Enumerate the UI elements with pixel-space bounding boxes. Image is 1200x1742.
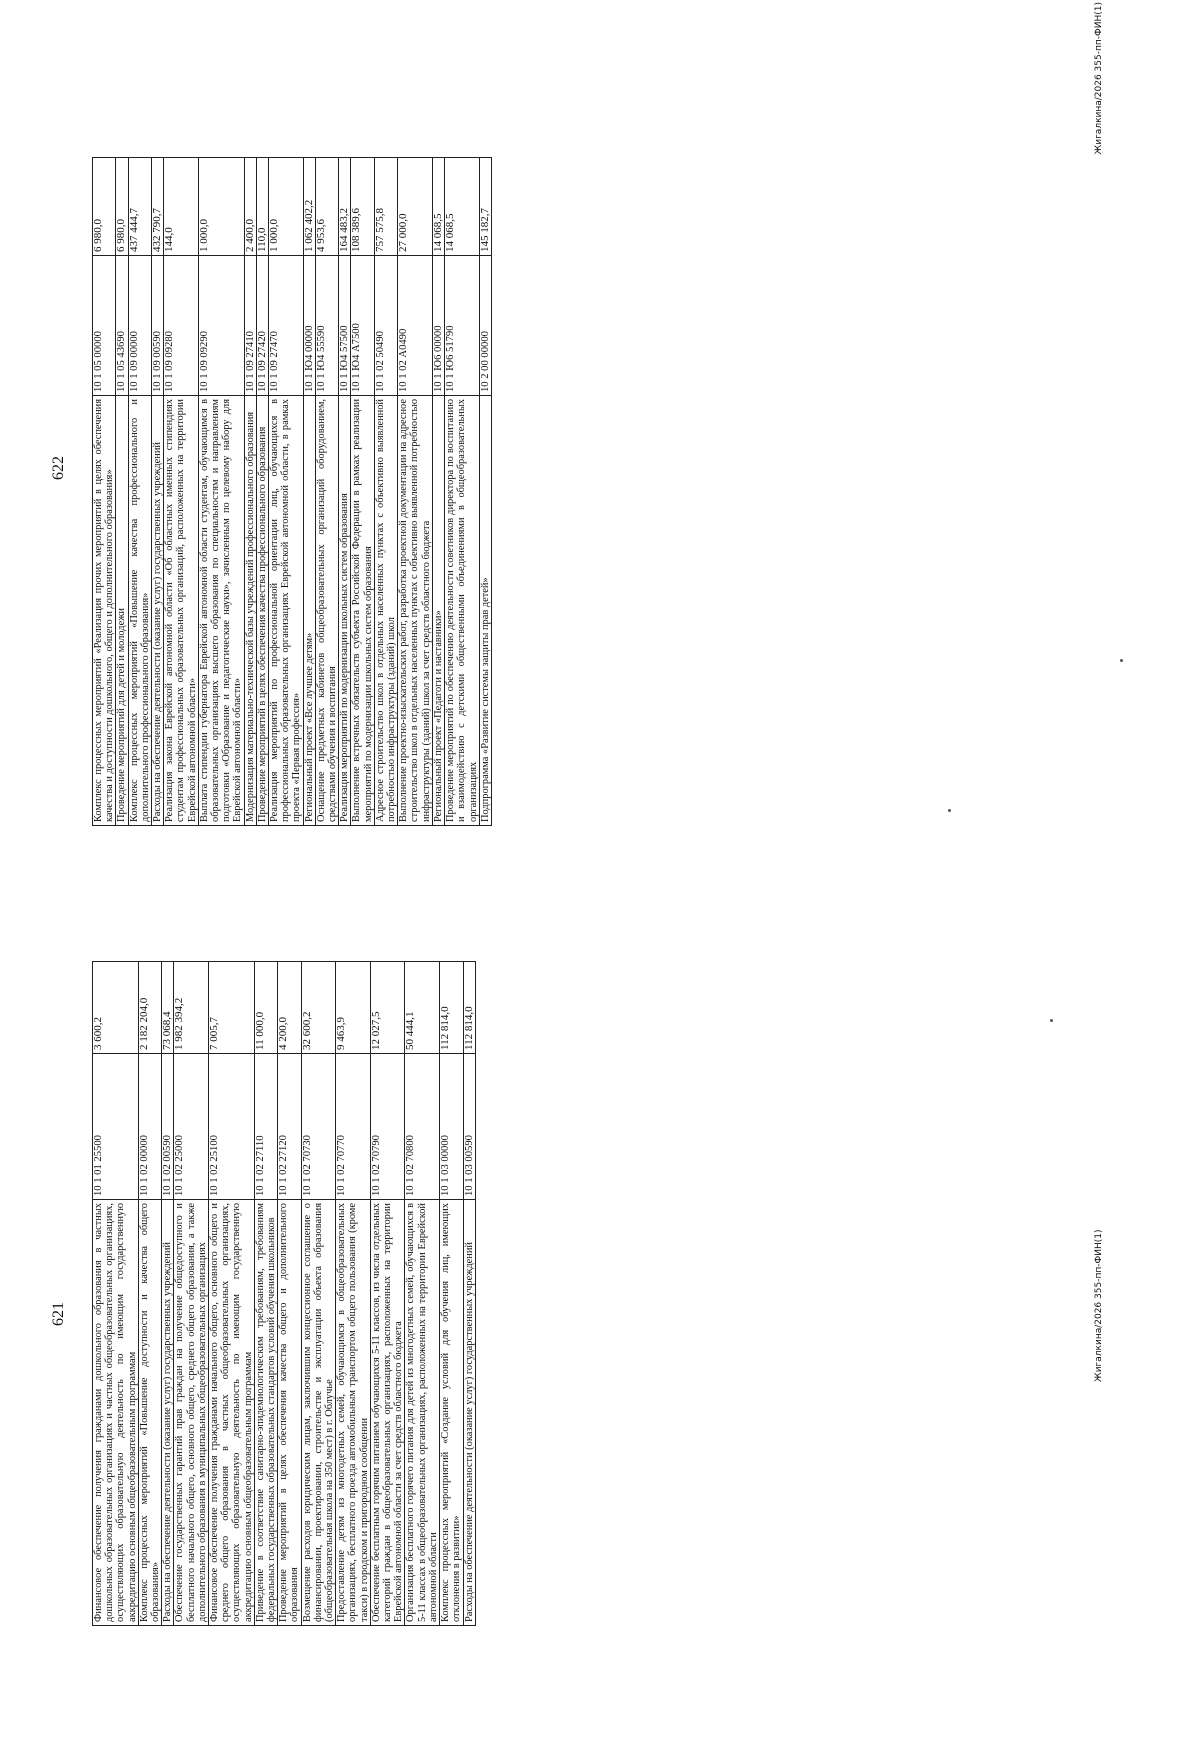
row-amount-cell: 14 068,5 xyxy=(445,158,480,256)
row-code-cell: 10 1 05 43690 xyxy=(116,256,128,396)
row-amount-cell: 110,0 xyxy=(256,158,268,256)
row-amount-cell: 1 000,0 xyxy=(198,158,244,256)
table-row xyxy=(93,962,139,1626)
row-amount-cell: 112 814,0 xyxy=(440,962,463,1054)
row-code-cell: 10 1 02 27120 xyxy=(278,1054,301,1200)
row-name-cell: Финансовое обеспечение получения гражданами дошкольного образования в частных дошкольных образовательных организациях и частных общеобразовательных организациях, осуществляющих образовательную деятельность по имеющим государственную аккредитацию основным общеобразовательным программам xyxy=(93,1200,139,1626)
row-name-cell: Выполнение проектно-изыскательских работ, разработка проектной документации на адресное строительство школ в отдельных населенных пунктах с объективно выявленной потребностью инфраструктуры (зданий) школ за счет средств областного бюджета xyxy=(398,396,433,826)
table-row xyxy=(256,158,268,826)
row-code-cell: 10 1 02 А0490 xyxy=(398,256,433,396)
table-row xyxy=(278,962,301,1626)
row-amount-cell: 108 389,6 xyxy=(351,158,374,256)
table-row xyxy=(315,158,338,826)
row-name-cell: Реализация закона Еврейской автономной области «Об областных именных стипендиях студентам профессиональных образовательных организаций, расположенных на территории Еврейской автономной области» xyxy=(164,396,199,826)
row-name-cell: Проведение мероприятий в целях обеспечения качества общего и дополнительного образования xyxy=(278,1200,301,1626)
table-row xyxy=(138,962,161,1626)
page-footer: Жигалкина/2026 355-пп-ФИН(1) xyxy=(1094,2,1104,155)
row-name-cell: Выплата стипендии губернатора Еврейской автономной области студентам, обучающимся в образовательных организациях высшего образования по специальностям и направлениям подготовки «Образование и педагогические науки», зачисленным по целевому набору для Еврейской автономной области» xyxy=(198,396,244,826)
row-name-cell: Региональный проект «Все лучшее детям» xyxy=(303,396,315,826)
row-amount-cell: 32 600,2 xyxy=(301,962,336,1054)
row-code-cell: 10 1 02 00000 xyxy=(138,1054,161,1200)
row-code-cell: 10 1 02 70770 xyxy=(336,1054,371,1200)
table-row xyxy=(336,962,371,1626)
row-amount-cell: 6 980,0 xyxy=(93,158,116,256)
table-row xyxy=(152,158,164,826)
row-name-cell: Расходы на обеспечение деятельности (оказание услуг) государственных учреждений xyxy=(463,1200,475,1626)
row-amount-cell: 4 200,0 xyxy=(278,962,301,1054)
page-number: 622 xyxy=(50,456,67,480)
row-amount-cell: 7 005,7 xyxy=(209,962,255,1054)
row-name-cell: Комплекс процессных мероприятий «Создание условий для обучения лиц, имеющих отклонения в развитии» xyxy=(440,1200,463,1626)
row-code-cell: 10 2 00 00000 xyxy=(479,256,491,396)
row-code-cell: 10 1 02 70800 xyxy=(405,1054,440,1200)
row-amount-cell: 1 982 394,2 xyxy=(174,962,209,1054)
row-code-cell: 10 1 02 50490 xyxy=(374,256,397,396)
table-row xyxy=(351,158,374,826)
row-name-cell: Модернизация материально-технической базы учреждений профессионального образования xyxy=(244,396,256,826)
row-code-cell: 10 1 09 00590 xyxy=(152,256,164,396)
row-amount-cell: 6 980,0 xyxy=(116,158,128,256)
row-amount-cell: 164 483,2 xyxy=(339,158,351,256)
table-row xyxy=(244,158,256,826)
row-name-cell: Приведение в соответствие санитарно-эпидемиологическим требованиям, требованиям федеральных государственных образовательных стандартов условий обучения школьников xyxy=(254,1200,277,1626)
row-amount-cell: 12 027,5 xyxy=(370,962,405,1054)
row-name-cell: Организация бесплатного горячего питания для детей из многодетных семей, обучающихся в 5-11 классах в общеобразовательных организациях, расположенных на территории Еврейской автономной области xyxy=(405,1200,440,1626)
row-code-cell: 10 1 02 27110 xyxy=(254,1054,277,1200)
row-amount-cell: 11 000,0 xyxy=(254,962,277,1054)
row-code-cell: 10 1 Ю4 57500 xyxy=(339,256,351,396)
table-row xyxy=(398,158,433,826)
table-row xyxy=(339,158,351,826)
table-row xyxy=(463,962,475,1626)
row-amount-cell: 757 575,8 xyxy=(374,158,397,256)
row-amount-cell: 14 068,5 xyxy=(432,158,444,256)
row-name-cell: Оснащение предметных кабинетов общеобразовательных организаций оборудованием, средствами обучения и воспитания xyxy=(315,396,338,826)
row-name-cell: Проведение мероприятий по обеспечению деятельности советников директора по воспитанию и взаимодействию с детскими общественными объединениями в общеобразовательных организациях xyxy=(445,396,480,826)
scan-speck xyxy=(1120,659,1123,662)
row-name-cell: Финансовое обеспечение получения гражданами начального общего, основного общего и среднего общего образования в частных общеобразовательных организациях, осуществляющих образовательную деятельность по имеющим государственную аккредитацию основным общеобразовательным программам xyxy=(209,1200,255,1626)
table-row xyxy=(432,158,444,826)
row-name-cell: Комплекс процессных мероприятий «Повышение качества профессионального и дополнительного профессионального образования» xyxy=(128,396,151,826)
table-row xyxy=(116,158,128,826)
row-code-cell: 10 1 Ю4 00000 xyxy=(303,256,315,396)
row-code-cell: 10 1 09 27420 xyxy=(256,256,268,396)
row-amount-cell: 4 953,6 xyxy=(315,158,338,256)
row-amount-cell: 9 463,9 xyxy=(336,962,371,1054)
row-code-cell: 10 1 03 00000 xyxy=(440,1054,463,1200)
row-amount-cell: 2 400,0 xyxy=(244,158,256,256)
table-row xyxy=(254,962,277,1626)
row-amount-cell: 2 182 204,0 xyxy=(138,962,161,1054)
page-number: 621 xyxy=(50,1302,67,1326)
table-row xyxy=(445,158,480,826)
table-row xyxy=(128,158,151,826)
row-name-cell: Возмещение расходов юридическим лицам, заключившим концессионное соглашение о финансировании, проектировании, строительстве и эксплуатации объекта образования (общеобразовательная школа на 350 мест) в г. Облучье xyxy=(301,1200,336,1626)
row-name-cell: Региональный проект «Педагоги и наставники» xyxy=(432,396,444,826)
row-name-cell: Проведение мероприятий в целях обеспечения качества профессионального образования xyxy=(256,396,268,826)
page-footer: Жигалкина/2026 355-пп-ФИН(1) xyxy=(1094,1229,1104,1382)
row-name-cell: Расходы на обеспечение деятельности (оказание услуг) государственных учреждений xyxy=(152,396,164,826)
row-name-cell: Выполнение встречных обязательств субъекта Российской Федерации в рамках реализации мероприятий по модернизации школьных систем образования xyxy=(351,396,374,826)
row-amount-cell: 145 182,7 xyxy=(479,158,491,256)
table-row xyxy=(303,158,315,826)
row-name-cell: Реализация мероприятий по профессиональной ориентации лиц, обучающихся в профессиональных образовательных организациях Еврейской автономной области, в рамках проекта «Первая профессия» xyxy=(269,396,304,826)
row-amount-cell: 73 068,4 xyxy=(162,962,174,1054)
row-name-cell: Обеспечение бесплатным горячим питанием обучающихся 5-11 классов, из числа отдельных категорий граждан в общеобразовательных организациях, расположенных на территории Еврейской автономной области за счет средств областного бюджета xyxy=(370,1200,405,1626)
row-amount-cell: 144,0 xyxy=(164,158,199,256)
row-code-cell: 10 1 03 00590 xyxy=(463,1054,475,1200)
table-row xyxy=(269,158,304,826)
scan-speck xyxy=(1050,1019,1053,1022)
row-code-cell: 10 1 09 27410 xyxy=(244,256,256,396)
table-row xyxy=(164,158,199,826)
row-code-cell: 10 1 Ю4 55590 xyxy=(315,256,338,396)
row-code-cell: 10 1 02 25100 xyxy=(209,1054,255,1200)
table-row xyxy=(174,962,209,1626)
row-code-cell: 10 1 02 25000 xyxy=(174,1054,209,1200)
table-row xyxy=(370,962,405,1626)
row-amount-cell: 50 444,1 xyxy=(405,962,440,1054)
row-amount-cell: 1 000,0 xyxy=(269,158,304,256)
table-row xyxy=(479,158,491,826)
row-amount-cell: 27 000,0 xyxy=(398,158,433,256)
row-name-cell: Реализация мероприятий по модернизации школьных систем образования xyxy=(339,396,351,826)
row-code-cell: 10 1 Ю6 00000 xyxy=(432,256,444,396)
row-code-cell: 10 1 02 70790 xyxy=(370,1054,405,1200)
row-name-cell: Комплекс процессных мероприятий «Реализация прочих мероприятий в целях обеспечения качества и доступности дошкольного, общего и дополнительного образования» xyxy=(93,396,116,826)
row-code-cell: 10 1 Ю6 51790 xyxy=(445,256,480,396)
page-right xyxy=(0,0,1200,856)
row-code-cell: 10 1 09 09280 xyxy=(164,256,199,396)
row-amount-cell: 3 600,2 xyxy=(93,962,139,1054)
row-name-cell: Подпрограмма «Развитие системы защиты прав детей» xyxy=(479,396,491,826)
table-row xyxy=(440,962,463,1626)
table-row xyxy=(209,962,255,1626)
row-amount-cell: 437 444,7 xyxy=(128,158,151,256)
row-name-cell: Адресное строительство школ в отдельных населенных пунктах с объективно выявленной потребностью инфраструктуры (зданий) школ xyxy=(374,396,397,826)
row-amount-cell: 112 814,0 xyxy=(463,962,475,1054)
row-code-cell: 10 1 05 00000 xyxy=(93,256,116,396)
page-left xyxy=(0,856,1200,1712)
row-name-cell: Предоставление детям из многодетных семей, обучающимся в общеобразовательных организациях, бесплатного проезда автомобильным транспортом общего пользования (кроме такси) в городском и пригородном сообщении xyxy=(336,1200,371,1626)
table-row xyxy=(93,158,116,826)
row-code-cell: 10 1 09 00000 xyxy=(128,256,151,396)
row-amount-cell: 432 790,7 xyxy=(152,158,164,256)
row-name-cell: Комплекс процессных мероприятий «Повышение доступности и качества общего образования» xyxy=(138,1200,161,1626)
table-row xyxy=(301,962,336,1626)
table-row xyxy=(374,158,397,826)
row-name-cell: Обеспечение государственных гарантий прав граждан на получение общедоступного и бесплатного начального общего, основного общего, среднего общего образования, а также дополнительного образования в муниципальных общеобразовательных организациях xyxy=(174,1200,209,1626)
budget-table xyxy=(92,157,492,826)
table-row xyxy=(162,962,174,1626)
row-amount-cell: 1 062 402,2 xyxy=(303,158,315,256)
row-name-cell: Проведение мероприятий для детей и молодежи xyxy=(116,396,128,826)
row-code-cell: 10 1 09 09290 xyxy=(198,256,244,396)
row-code-cell: 10 1 01 25500 xyxy=(93,1054,139,1200)
table-row xyxy=(405,962,440,1626)
row-code-cell: 10 1 09 27470 xyxy=(269,256,304,396)
table-row xyxy=(198,158,244,826)
scan-speck xyxy=(948,809,951,812)
budget-table xyxy=(92,961,476,1626)
row-code-cell: 10 1 Ю4 А7500 xyxy=(351,256,374,396)
row-code-cell: 10 1 02 00590 xyxy=(162,1054,174,1200)
row-code-cell: 10 1 02 70730 xyxy=(301,1054,336,1200)
row-name-cell: Расходы на обеспечение деятельности (оказание услуг) государственных учреждений xyxy=(162,1200,174,1626)
